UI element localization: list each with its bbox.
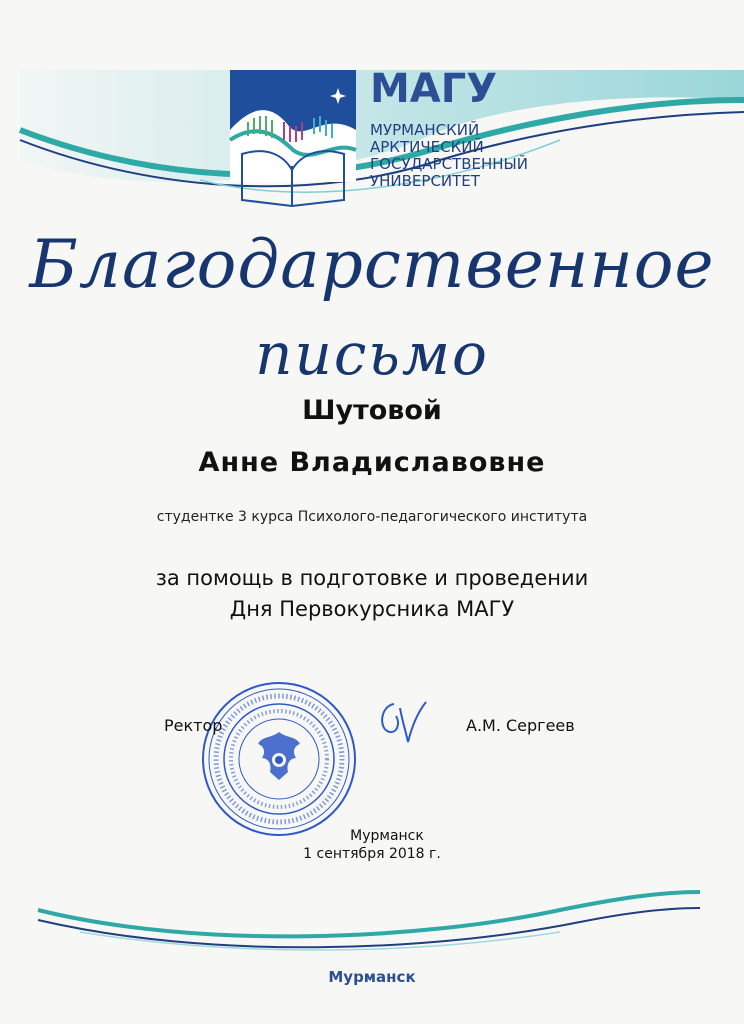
university-logo-icon bbox=[228, 70, 358, 208]
recipient-role: студентке 3 курса Психолого-педагогического института bbox=[156, 509, 588, 525]
university-abbreviation: МАГУ bbox=[370, 66, 498, 112]
official-seal-icon bbox=[200, 680, 358, 838]
university-full-name bbox=[370, 122, 528, 190]
reason-line-2: Дня Первокурсника МАГУ bbox=[229, 597, 515, 621]
reason-line-1: за помощь в подготовке и проведении bbox=[155, 566, 589, 590]
signatory-role: Ректор bbox=[164, 716, 223, 735]
issue-date: 1 сентября 2018 г. bbox=[303, 846, 441, 862]
document-title-line-2: письмо bbox=[255, 320, 489, 388]
signatory-name: А.М. Сергеев bbox=[466, 716, 575, 735]
university-name-line: МУРМАНСКИЙ bbox=[370, 121, 480, 139]
recipient-name: Анне Владиславовне bbox=[198, 447, 546, 478]
university-name-line: ГОСУДАРСТВЕННЫЙ bbox=[370, 155, 529, 173]
recipient-surname: Шутовой bbox=[302, 395, 442, 426]
university-name-line: АРКТИЧЕСКИЙ bbox=[370, 138, 484, 156]
document-title-line-1: Благодарственное bbox=[29, 226, 715, 303]
issue-city: Мурманск bbox=[350, 828, 424, 844]
university-name-line: УНИВЕРСИТЕТ bbox=[370, 172, 480, 190]
footer-city: Мурманск bbox=[328, 968, 416, 986]
bottom-wave-decoration bbox=[0, 880, 744, 960]
signature-icon bbox=[372, 696, 432, 746]
